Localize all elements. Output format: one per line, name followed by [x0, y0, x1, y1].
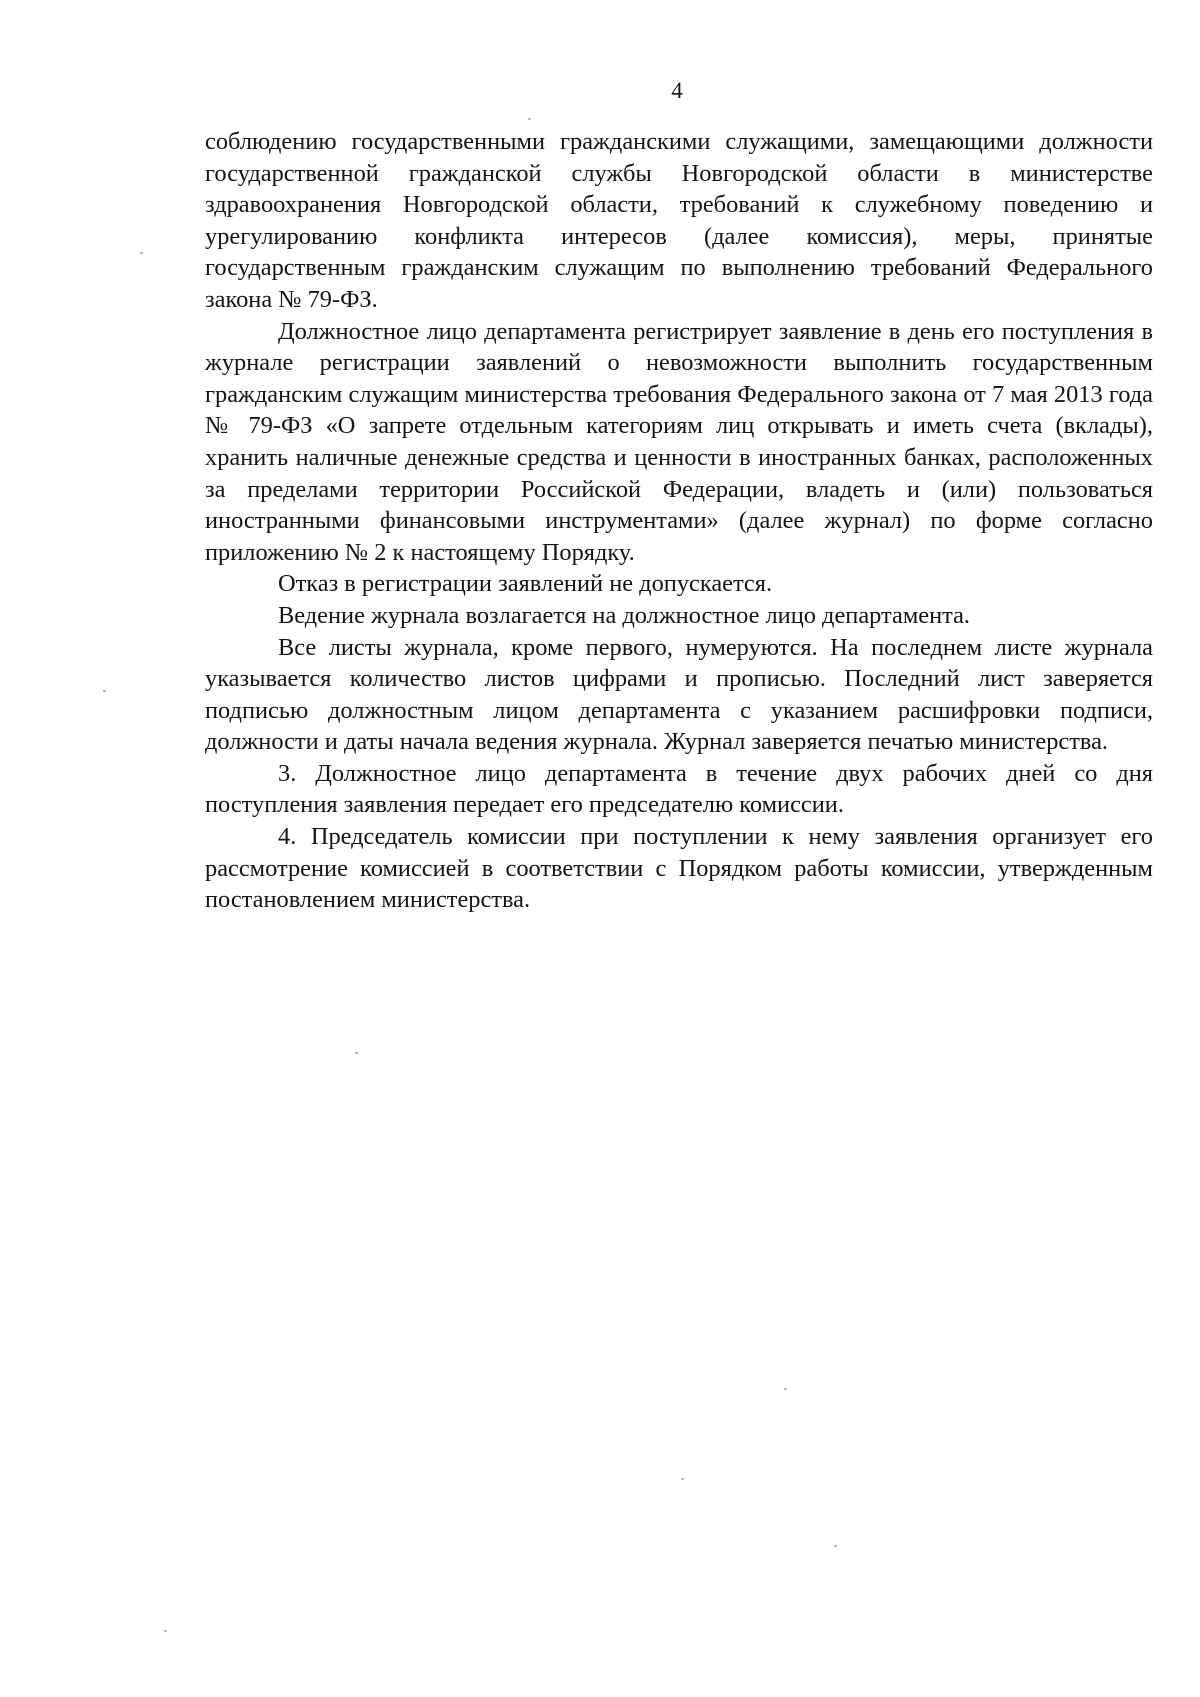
scan-speck	[528, 118, 531, 120]
paragraph-item-3: 3. Должностное лицо департамента в течение двух рабочих дней со дня поступления заявления передает его председателю комиссии.	[205, 759, 1153, 819]
paragraph-refusal: Отказ в регистрации заявлений не допускается.	[278, 570, 773, 598]
paragraph-journal-keeping: Ведение журнала возлагается на должностное лицо департамента.	[278, 601, 971, 629]
paragraph-continuation: соблюдению государственными гражданскими служащими, замещающими должности государственной гражданской службы Новгородской области в министерстве здравоохранения Новгородской области, требований к служебному поведению и урегулированию конфликта интересов (далее комиссия), меры, принятые государственным гражданским служащим по выполнению требований Федерального закона № 79-ФЗ.	[205, 128, 1153, 313]
page-number: 4	[671, 78, 683, 103]
scan-speck	[355, 1052, 358, 1054]
paragraph-registration: Должностное лицо департамента регистрирует заявление в день его поступления в журнале регистрации заявлений о невозможности выполнить государственным гражданским служащим министерства требования Федерального закона от 7 мая 2013 года № 79-ФЗ «О запрете отдельным категориям лиц открывать и иметь счета (вклады), хранить наличные денежные средства и ценности в иностранных банках, расположенных за пределами территории Российской Федерации, владеть и (или) пользоваться иностранными финансовыми инструментами» (далее журнал) по форме согласно приложению № 2 к настоящему Порядку.	[205, 317, 1153, 566]
scan-speck	[103, 690, 106, 692]
scan-speck	[834, 1545, 837, 1547]
document-body	[205, 126, 1153, 916]
scan-speck	[140, 252, 143, 254]
paragraph-item-4: 4. Председатель комиссии при поступлении к нему заявления организует его рассмотрение комиссией в соответствии с Порядком работы комиссии, утвержденным постановлением министерства.	[205, 823, 1153, 914]
scan-speck	[784, 1388, 787, 1390]
scan-speck	[164, 1630, 167, 1632]
scan-speck	[681, 1478, 684, 1480]
paragraph-journal-pages: Все листы журнала, кроме первого, нумеруются. На последнем листе журнала указывается количество листов цифрами и прописью. Последний лист заверяется подписью должностным лицом департамента с указанием расшифровки подписи, должности и даты начала ведения журнала. Журнал заверяется печатью министерства.	[205, 633, 1153, 756]
